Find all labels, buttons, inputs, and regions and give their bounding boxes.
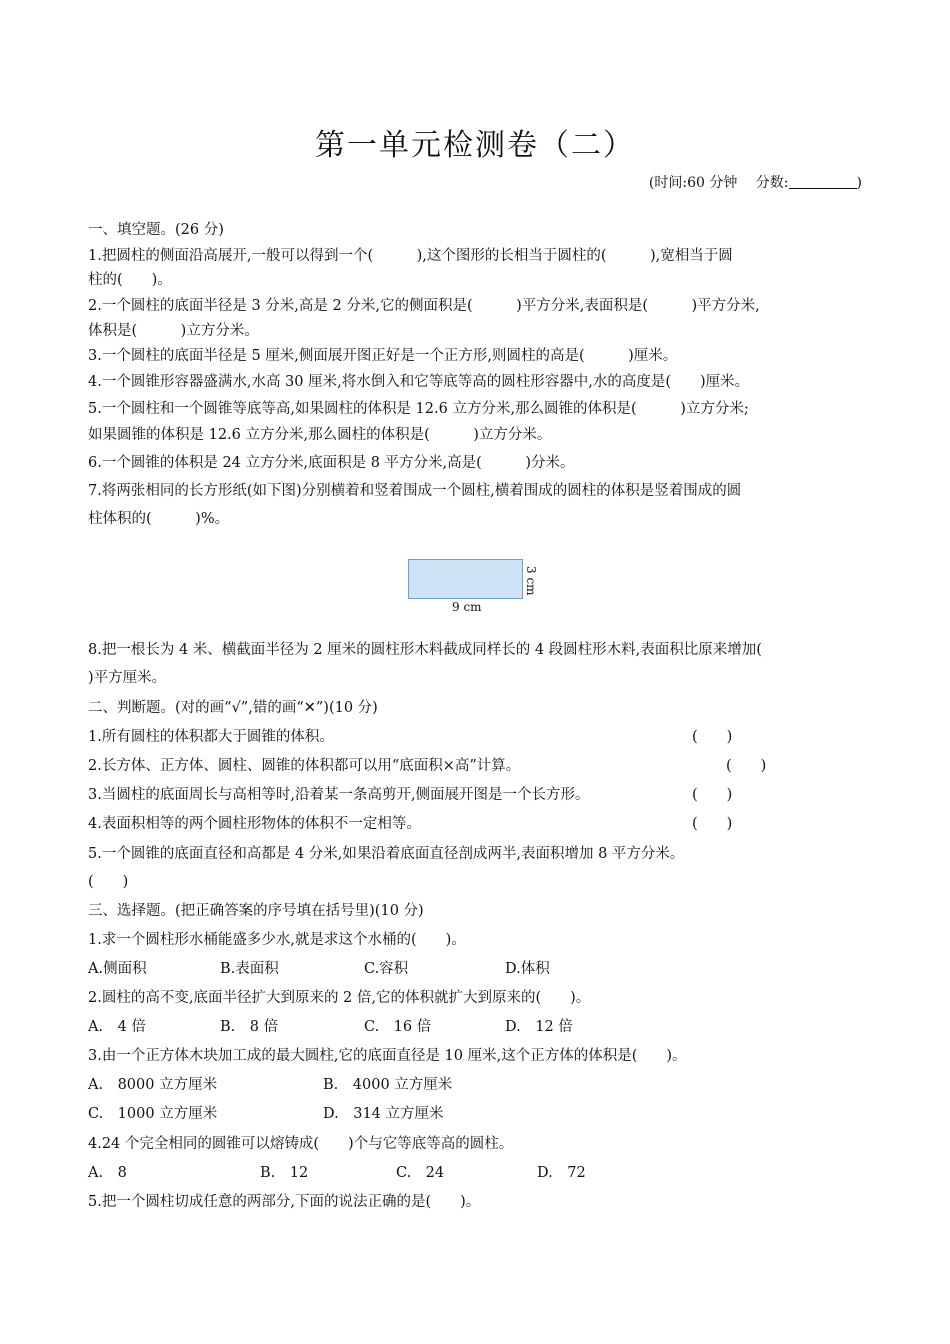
figure-width-label: 9 cm [452,600,482,614]
choice-option: D.体积 [505,961,550,977]
choice-option: C. 16 倍 [364,1019,432,1035]
section2-heading: 二、判断题。(对的画“√”,错的画“✕”)(10 分) [88,700,378,716]
choice-option: A. 8000 立方厘米 [88,1077,218,1093]
choice-option: A.侧面积 [88,961,147,977]
choice-option: B.表面积 [220,961,279,977]
question-line: 5.一个圆柱和一个圆锥等底等高,如果圆柱的体积是 12.6 立方分米,那么圆锥的体积是( )立方分米; [88,401,749,417]
page-title: 第一单元检测卷（二） [315,128,635,163]
choice-question: 5.把一个圆柱切成任意的两部分,下面的说法正确的是( )。 [88,1194,481,1210]
question-line: 7.将两张相同的长方形纸(如下图)分别横着和竖着围成一个圆柱,横着围成的圆柱的体积是竖着围成的圆 [88,483,742,499]
choice-option: C. 24 [396,1165,445,1181]
choice-option: B. 8 倍 [220,1019,279,1035]
answer-paren[interactable]: ( ) [88,874,129,890]
question-line: 3.一个圆柱的底面半径是 5 厘米,侧面展开图正好是一个正方形,则圆柱的高是( )厘米。 [88,348,678,364]
answer-paren[interactable]: ( ) [692,787,733,803]
judge-item: 4.表面积相等的两个圆柱形物体的体积不一定相等。 [88,816,421,832]
section3-heading: 三、选择题。(把正确答案的序号填在括号里)(10 分) [88,903,424,919]
question-line: 如果圆锥的体积是 12.6 立方分米,那么圆柱的体积是( )立方分米。 [88,427,552,443]
choice-question: 3.由一个正方体木块加工成的最大圆柱,它的底面直径是 10 厘米,这个正方体的体积是( )。 [88,1048,687,1064]
figure-height-label: 3 cm [524,566,538,596]
choice-question: 1.求一个圆柱形水桶能盛多少水,就是求这个水桶的( )。 [88,932,466,948]
choice-option: A. 4 倍 [88,1019,146,1035]
choice-option: B. 12 [260,1165,309,1181]
question-line: )平方厘米。 [88,670,167,686]
answer-paren[interactable]: ( ) [692,816,733,832]
choice-option: B. 4000 立方厘米 [323,1077,453,1093]
question-line: 1.把圆柱的侧面沿高展开,一般可以得到一个( ),这个图形的长相当于圆柱的( ),宽相当于圆 [88,248,733,264]
score-blank[interactable] [789,174,857,189]
judge-item: 1.所有圆柱的体积都大于圆锥的体积。 [88,729,334,745]
question-line: 柱的( )。 [88,272,172,288]
question-line: 柱体积的( )%。 [88,511,230,527]
answer-paren[interactable]: ( ) [692,729,733,745]
choice-option: C.容积 [364,961,409,977]
section1-heading: 一、填空题。(26 分) [88,222,224,238]
choice-question: 4.24 个完全相同的圆锥可以熔铸成( )个与它等底等高的圆柱。 [88,1136,514,1152]
question-line: 4.一个圆锥形容器盛满水,水高 30 厘米,将水倒入和它等底等高的圆柱形容器中,水的高度是( )厘米。 [88,374,750,390]
choice-question: 2.圆柱的高不变,底面半径扩大到原来的 2 倍,它的体积就扩大到原来的( )。 [88,990,591,1006]
question-line: 体积是( )立方分米。 [88,323,259,339]
time-score-line: (时间:60 分钟 分数: ) [648,175,862,191]
question-line: 8.把一根长为 4 米、横截面半径为 2 厘米的圆柱形木料截成同样长的 4 段圆柱形木料,表面积比原来增加( [88,642,762,658]
choice-option: A. 8 [88,1165,127,1181]
question-line: 2.一个圆柱的底面半径是 3 分米,高是 2 分米,它的侧面积是( )平方分米,表面积是( )平方分米, [88,298,760,314]
judge-item: 2.长方体、正方体、圆柱、圆锥的体积都可以用“底面积×高”计算。 [88,758,521,774]
rectangle-paper-figure [408,559,523,599]
answer-paren[interactable]: ( ) [726,758,767,774]
question-line: 6.一个圆锥的体积是 24 立方分米,底面积是 8 平方分米,高是( )分米。 [88,455,575,471]
choice-option: C. 1000 立方厘米 [88,1106,218,1122]
choice-option: D. 314 立方厘米 [323,1106,444,1122]
judge-item: 5.一个圆锥的底面直径和高都是 4 分米,如果沿着底面直径剖成两半,表面积增加 8 平方分米。 [88,846,685,862]
choice-option: D. 12 倍 [505,1019,573,1035]
judge-item: 3.当圆柱的底面周长与高相等时,沿着某一条高剪开,侧面展开图是一个长方形。 [88,787,590,803]
choice-option: D. 72 [537,1165,586,1181]
